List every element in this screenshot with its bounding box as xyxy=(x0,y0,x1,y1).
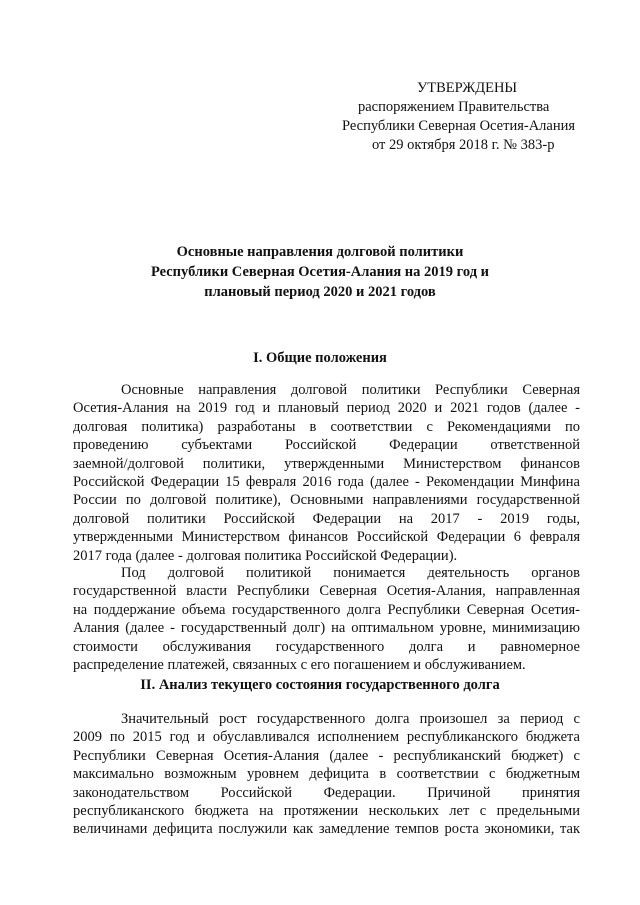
text-line: 2009 по 2015 год и обуславливался исполнением республиканского бюджета xyxy=(73,729,580,746)
text-line: Республики Северная Осетия-Алания (далее - республиканский бюджет) с xyxy=(73,747,580,764)
text-line: Алания (далее - государственный долг) на оптимальном уровне, минимизацию xyxy=(73,620,580,637)
text-line: максимально возможным уровнем дефицита в соответствии с бюджетным xyxy=(73,766,580,783)
text-line: распределение платежей, связанных с его погашением и обслуживанием. xyxy=(73,657,526,674)
text-line: заемной/долговой политики, утвержденными Министерством финансов xyxy=(73,455,580,472)
approval-stamp xyxy=(300,79,600,155)
text-line: Российской Федерации 15 февраля 2016 года (далее - Рекомендации Минфина xyxy=(73,474,580,491)
approval-line-date: от 29 октября 2018 г. № 383-р xyxy=(372,137,555,153)
text-line: долговая политика) разработаны в соответствии с Рекомендациями по xyxy=(73,418,580,435)
text-line: Основные направления долговой политики Республики Северная xyxy=(121,382,580,398)
section-heading-general: I. Общие положения xyxy=(253,350,387,366)
text-line: законодательством Российской Федерации. Причиной принятия xyxy=(73,784,580,801)
document-title-line: плановый период 2020 и 2021 годов xyxy=(204,284,436,300)
text-line: на поддержание объема государственного долга Республики Северная Осетия- xyxy=(73,601,580,618)
text-line: Осетия-Алания на 2019 год и плановый период 2020 и 2021 годов (далее - xyxy=(73,400,580,417)
approval-title: УТВЕРЖДЕНЫ xyxy=(417,80,518,96)
text-line: стоимости обслуживания государственного долга и равномерное xyxy=(73,638,580,655)
text-line: России по долговой политике), Основными направлениями государственной xyxy=(73,492,580,509)
text-line: республиканского бюджета на протяжении нескольких лет с предельными xyxy=(73,803,580,820)
text-line: 2017 года (далее - долговая политика Российской Федерации). xyxy=(73,547,458,564)
text-line: величинами дефицита послужили как замедление темпов роста экономики, так xyxy=(73,821,580,838)
paragraph xyxy=(73,710,580,839)
text-line: государственной власти Республики Северная Осетия-Алания, направленная xyxy=(73,583,580,600)
text-line: Значительный рост государственного долга произошел за период с xyxy=(121,711,580,727)
document-title-line: Основные направления долговой политики xyxy=(176,244,464,260)
section-heading-analysis: II. Анализ текущего состояния государственного долга xyxy=(140,677,500,693)
text-line: утвержденными Министерством финансов Российской Федерации 6 февраля xyxy=(73,529,580,546)
approval-line-republic: Республики Северная Осетия-Алания xyxy=(342,118,576,134)
approval-line-decree: распоряжением Правительства xyxy=(358,99,550,115)
text-line: Под долговой политикой понимается деятельность органов xyxy=(121,565,580,581)
paragraph xyxy=(73,381,580,565)
document-title xyxy=(60,242,580,302)
document-title-line: Республики Северная Осетия-Алания на 2019 год и xyxy=(150,264,490,280)
text-line: проведению субъектами Российской Федерации ответственной xyxy=(73,437,580,454)
paragraph xyxy=(73,564,580,674)
text-line: долговой политики Российской Федерации на 2017 - 2019 годы, xyxy=(73,510,580,527)
